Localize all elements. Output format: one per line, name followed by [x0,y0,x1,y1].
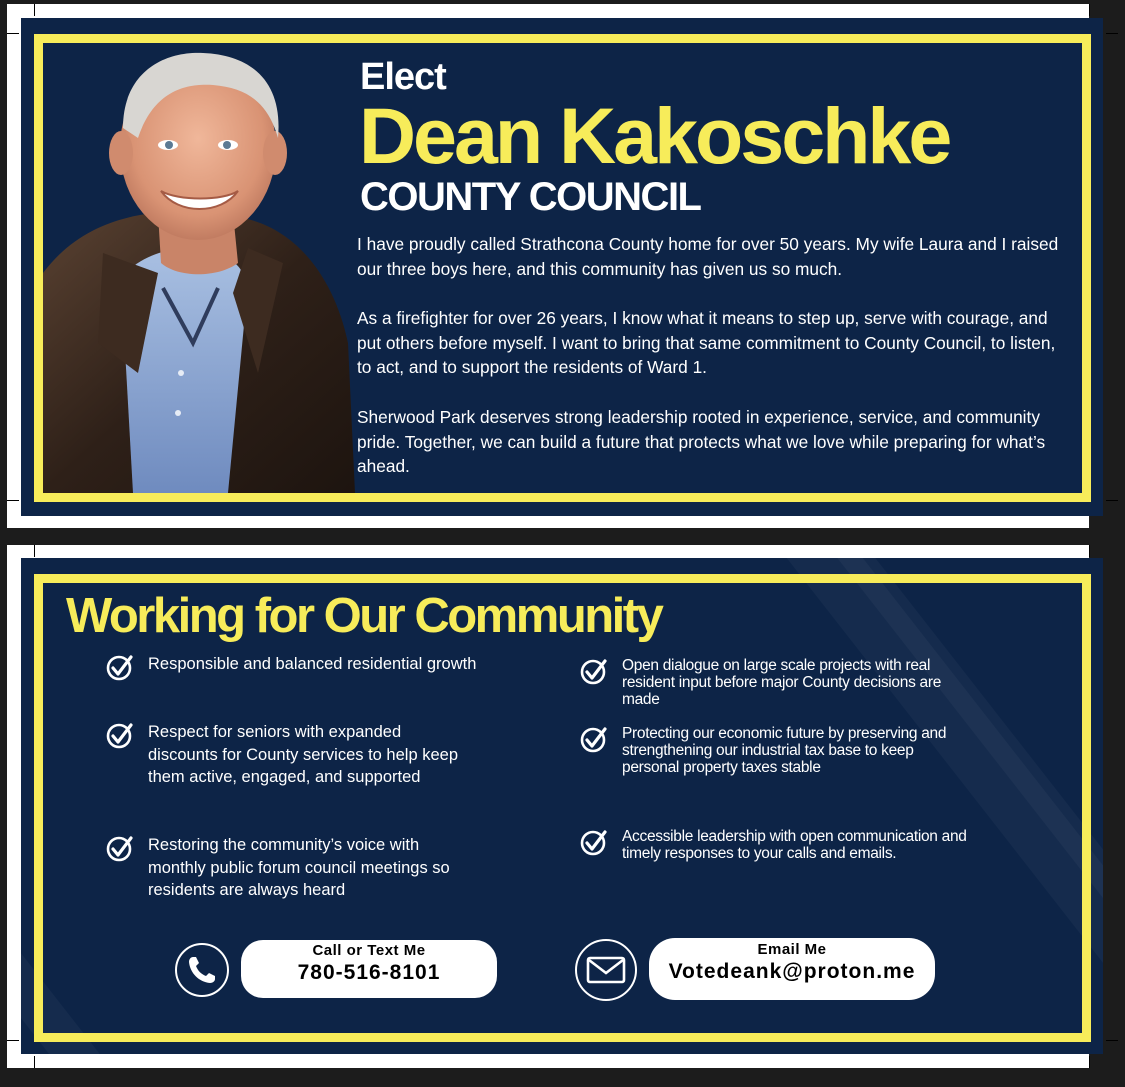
bio-paragraph: Sherwood Park deserves strong leadership rooted in experience, service, and community pride. Together, we can build a future that protects what we love while preparing for what’s ahead. [357,407,1046,476]
platform-item [579,657,952,708]
platform-title: Working for Our Community [66,589,662,643]
platform-item [105,653,478,683]
email-label: Email Me [757,941,827,958]
platform-item-text: Restoring the community’s voice with monthly public forum council meetings so residents are always heard [148,836,450,899]
platform-item [105,834,478,902]
crop-mark [7,500,19,501]
email-address[interactable]: Votedeank@proton.me [668,960,916,983]
office-title: COUNTY COUNCIL [360,175,701,219]
platform-item-text: Responsible and balanced residential growth [148,655,477,673]
email-pill[interactable] [649,938,935,1000]
crop-mark [1106,1040,1118,1041]
front-card [21,18,1103,516]
envelope-glyph [586,955,626,985]
bio-paragraph: As a firefighter for over 26 years, I know what it means to step up, serve with courage, and put others before myself. I want to bring that same commitment to County Council, to listen, to act, and to support the residents of Ward 1. [357,308,1056,377]
checkmark-icon [105,721,135,751]
crop-mark [1089,4,1090,16]
crop-mark [34,545,35,557]
crop-mark [34,4,35,16]
crop-mark [1106,500,1118,501]
phone-number[interactable]: 780-516-8101 [297,961,441,984]
checkmark-icon [579,657,609,687]
platform-item [105,721,458,789]
phone-label: Call or Text Me [312,942,426,959]
phone-pill[interactable] [241,940,497,998]
crop-mark [1089,1056,1090,1068]
bio-paragraph: I have proudly called Strathcona County home for over 50 years. My wife Laura and I raised our three boys here, and this community has given us so much. [357,234,1059,279]
candidate-name: Dean Kakoschke [359,91,950,180]
back-card [21,558,1103,1054]
phone-icon [175,943,229,997]
crop-mark [1106,33,1118,34]
crop-mark [7,33,19,34]
crop-mark [1089,545,1090,557]
checkmark-icon [105,653,135,683]
phone-glyph [185,953,219,987]
platform-item-text: Protecting our economic future by preserving and strengthening our industrial tax base to keep personal property taxes stable [622,725,947,776]
checkmark-icon [105,834,135,864]
checkmark-icon [579,725,609,755]
platform-item-text: Respect for seniors with expanded discounts for County services to help keep them active, engaged, and supported [148,723,458,786]
elect-heading: Elect [360,56,446,98]
crop-mark [34,1056,35,1068]
platform-item-text: Open dialogue on large scale projects with real resident input before major County decisions are made [622,657,942,708]
candidate-photo [43,43,355,493]
platform-item [579,828,967,862]
crop-mark [7,1040,19,1041]
platform-item-text: Accessible leadership with open communication and timely responses to your calls and emails. [622,828,967,862]
envelope-icon [575,939,637,1001]
platform-item [579,725,967,776]
checkmark-icon [579,828,609,858]
